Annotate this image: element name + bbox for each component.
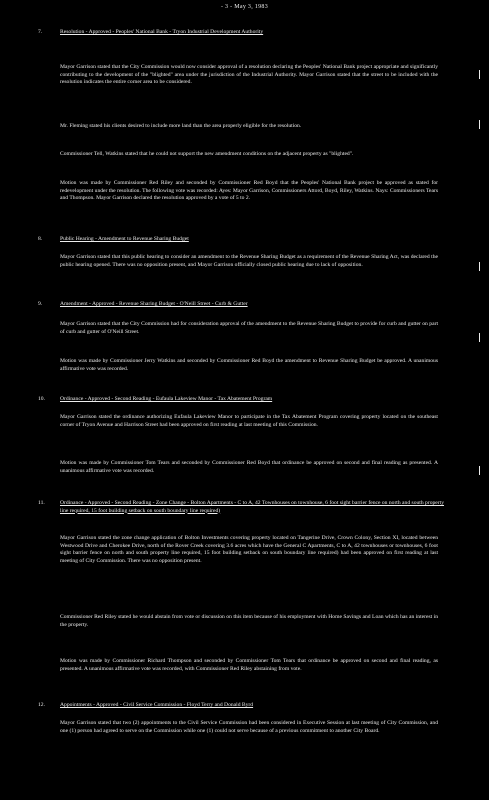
section-9-body [60, 358, 438, 373]
paragraph: Commissioner Red Riley stated he would abstain from vote or discussion on this item because of his employment with Home Savings and Loan which has an interest in the property. [60, 614, 438, 628]
section-9 [38, 301, 448, 309]
section-8 [38, 236, 448, 244]
section-11 [38, 500, 448, 515]
section-number: 7. [38, 29, 43, 35]
section-11-body [60, 658, 438, 673]
margin-mark [479, 262, 486, 271]
section-10-body [60, 460, 438, 475]
section-10 [38, 396, 448, 404]
section-11-body [60, 535, 438, 565]
section-7-body [60, 64, 438, 87]
section-8-body [60, 254, 438, 269]
section-title: Resolution - Approved - Peoples' National Bank - Tryon Industrial Development Authority [60, 29, 264, 35]
paragraph: Mayor Garrison stated that this public hearing to consider an amendment to the Revenue Sharing Budget as a requirement of the Revenue Sharing Act, was declared the public hearing opened. There was no opposition present, and Mayor Garrison officially closed public hearing due to lack of opposition. [60, 254, 438, 268]
section-title: Ordinance - Approved - Second Reading - Zone Change - Bolton Apartments - C to A, 42 Townhouses on townhouse, 6 foot sight barrier fence on north and south property line required, 15 foot building setback on south boundary line required) [60, 500, 445, 514]
section-number: 10. [38, 396, 45, 402]
section-number: 8. [38, 236, 43, 242]
paragraph: Mr. Fleming stated his clients desired to include more land than the area properly eligible for the resolution. [60, 123, 302, 129]
section-7-body [60, 151, 438, 159]
paragraph: Mayor Garrison stated the zone change application of Bolton Investments covering property located on Tangerine Drive, Crown Colony, Section XI, located between Westwood Drive and Cherokee Drive, north of the Rover Creek covering 3.6 acres which have the General C Apartments, C to A, 42 townhouses or townhouses, 6 foot sight barrier fence on north and south property line required, 15 foot building setback on south boundary line required) had been approved on first reading at last meeting of City Commission. There was no opposition present. [60, 535, 438, 564]
paragraph: Mayor Garrison stated the ordinance authorizing Eufaula Lakeview Manor to participate in the Tax Abatement Program covering property located on the southeast corner of Tryon Avenue and Harrison Street had been approved on first reading at last meeting of this Commission. [60, 414, 438, 428]
section-9-body [60, 321, 438, 336]
section-number: 9. [38, 301, 43, 307]
section-10-body [60, 414, 438, 429]
page-header: - 3 - May 3, 1983 [220, 4, 269, 10]
section-title: Appointments - Approved - Civil Service Commission - Floyd Terry and Donald Byrd [60, 702, 254, 708]
section-number: 12. [38, 702, 45, 708]
section-title: Public Hearing - Amendment to Revenue Sharing Budget [60, 236, 189, 242]
section-12 [38, 702, 448, 710]
section-11-body [60, 614, 438, 629]
paragraph: Motion was made by Commissioner Richard Thompson and seconded by Commissioner Tom Tears that ordinance be approved on second and final reading, as presented. A unanimous affirmative vote was recorded, with Commissioner Red Riley abstaining from vote. [60, 658, 438, 672]
paragraph: Mayor Garrison stated that the City Commission had for consideration approval of the amendment to the Revenue Sharing Budget to provide for curb and gutter on part of curb and gutter of O'Neill Street. [60, 321, 438, 335]
section-title: Ordinance - Approved - Second Reading - Eufaula Lakeview Manor - Tax Abatement Program [60, 396, 273, 402]
section-7 [38, 29, 448, 37]
section-12-body [60, 720, 438, 735]
margin-mark [479, 333, 486, 342]
paragraph: Mayor Garrison stated that two (2) appointments to the Civil Service Commission had been considered in Executive Session at last meeting of City Commission, and one (1) person had agreed to serve on the Commission while one (1) could not serve because of a previous commitment to another City Board. [60, 720, 438, 734]
section-7-body [60, 180, 438, 203]
paragraph: Motion was made by Commissioner Jerry Watkins and seconded by Commissioner Red Boyd the amendment to Revenue Sharing Budget be approved. A unanimous affirmative vote was recorded. [60, 358, 438, 372]
paragraph: Motion was made by Commissioner Tom Tears and seconded by Commissioner Red Boyd that ordinance be approved on second and final reading as presented. A unanimous affirmative vote was recorded. [60, 460, 438, 474]
paragraph: Commissioner Tell, Watkins stated that he could not support the new amendment conditions on the adjacent property as "blighted". [60, 151, 354, 157]
section-title: Amendment - Approved - Revenue Sharing Budget - O'Neill Street - Curb & Gutter [60, 301, 248, 307]
margin-mark [479, 120, 486, 129]
margin-mark [479, 70, 486, 79]
section-7-body [60, 123, 438, 131]
section-number: 11. [38, 500, 45, 506]
margin-mark [479, 466, 486, 475]
paragraph: Motion was made by Commissioner Red Riley and seconded by Commissioner Red Boyd that the Peoples' National Bank project be approved as stated for redevelopment under the resolution. The following vote was recorded: Ayes: Mayor Garrison, Commissioners Attord, Boyd, Riley, Watkins. Nays: Commissioners Tears and Thompson. Mayor Garrison declared the resolution approved by a vote of 5 to 2. [60, 180, 438, 201]
paragraph: Mayor Garrison stated that the City Commission would now consider approval of a resolution declaring the Peoples' National Bank project appropriate and significantly contributing to the development of the "blighted" area under the jurisdiction of the Industrial Authority. Mayor Garrison stated that the street to be included with the resolution indicates the entire corner area to be considered. [60, 64, 438, 85]
